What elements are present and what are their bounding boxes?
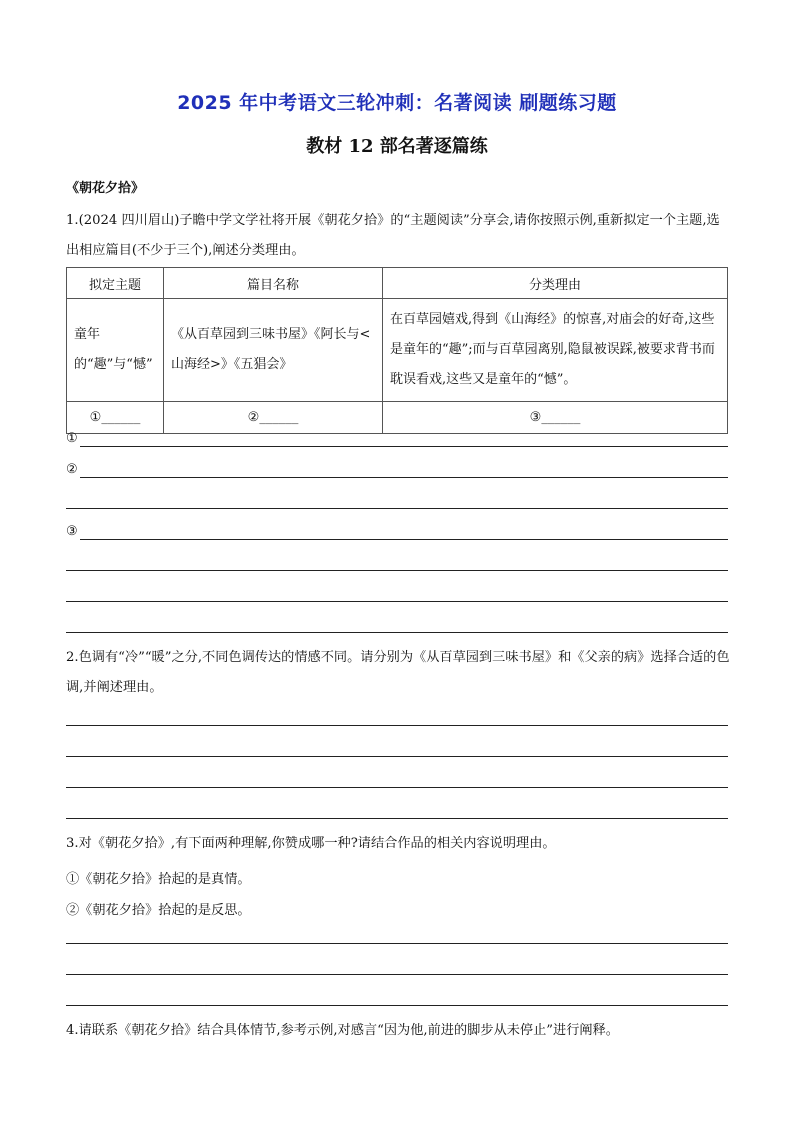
table-example-row — [67, 299, 728, 402]
table-header-titles: 篇目名称 — [164, 268, 383, 299]
answer-line[interactable] — [66, 787, 728, 788]
answer-line[interactable] — [66, 818, 728, 819]
answer-line[interactable] — [66, 508, 728, 509]
question-3-option-2: ②《朝花夕拾》拾起的是反思。 — [66, 903, 251, 918]
table-header-reason: 分类理由 — [383, 268, 728, 299]
answer-line[interactable] — [66, 570, 728, 571]
answer-line[interactable] — [66, 974, 728, 975]
question-3-option-1: ①《朝花夕拾》拾起的是真情。 — [66, 872, 251, 887]
example-titles-cell: 《从百草园到三味书屋》《阿长与<山海经>》《五猖会》 — [164, 299, 383, 402]
answer-line[interactable] — [66, 943, 728, 944]
table-blank-row — [67, 402, 728, 434]
example-reason-cell: 在百草园嬉戏,得到《山海经》的惊喜,对庙会的好奇,这些是童年的“趣”;而与百草园离别,隐鼠被误踩,被要求背书而耽误看戏,这些又是童年的“憾”。 — [383, 299, 728, 402]
classification-table — [66, 267, 728, 434]
answer-line[interactable] — [80, 477, 728, 478]
answer-marker-1: ① — [66, 431, 78, 446]
page-subtitle: 教材 12 部名著逐篇练 — [306, 136, 488, 157]
page-title: 2025 年中考语文三轮冲刺：名著阅读 刷题练习题 — [177, 92, 617, 114]
answer-marker-3: ③ — [66, 524, 78, 539]
question-2-text: 2.色调有“冷”“暖”之分,不同色调传达的情感不同。请分别为《从百草园到三味书屋》和《父亲的病》选择合适的色调,并阐述理由。 — [66, 650, 730, 695]
table-header-theme: 拟定主题 — [67, 268, 164, 299]
section-heading: 《朝花夕拾》 — [66, 181, 145, 196]
answer-line[interactable] — [80, 446, 728, 447]
answer-marker-2: ② — [66, 462, 78, 477]
answer-line[interactable] — [66, 601, 728, 602]
blank-reason-cell[interactable]: ③______ — [383, 402, 728, 434]
question-4-text: 4.请联系《朝花夕拾》结合具体情节,参考示例,对感言“因为他,前进的脚步从未停止”进行阐释。 — [66, 1023, 619, 1038]
answer-line[interactable] — [66, 756, 728, 757]
answer-line[interactable] — [66, 1005, 728, 1006]
question-1-text: 1.(2024 四川眉山)子瞻中学文学社将开展《朝花夕拾》的“主题阅读”分享会,请你按照示例,重新拟定一个主题,选出相应篇目(不少于三个),阐述分类理由。 — [66, 213, 720, 258]
answer-line[interactable] — [66, 725, 728, 726]
table-header-row — [67, 268, 728, 299]
example-theme-cell: 童年的“趣”与“憾” — [67, 299, 164, 402]
blank-theme-cell[interactable]: ①______ — [67, 402, 164, 434]
answer-line[interactable] — [66, 632, 728, 633]
question-3-text: 3.对《朝花夕拾》,有下面两种理解,你赞成哪一种?请结合作品的相关内容说明理由。 — [66, 836, 556, 851]
answer-line[interactable] — [80, 539, 728, 540]
blank-titles-cell[interactable]: ②______ — [164, 402, 383, 434]
